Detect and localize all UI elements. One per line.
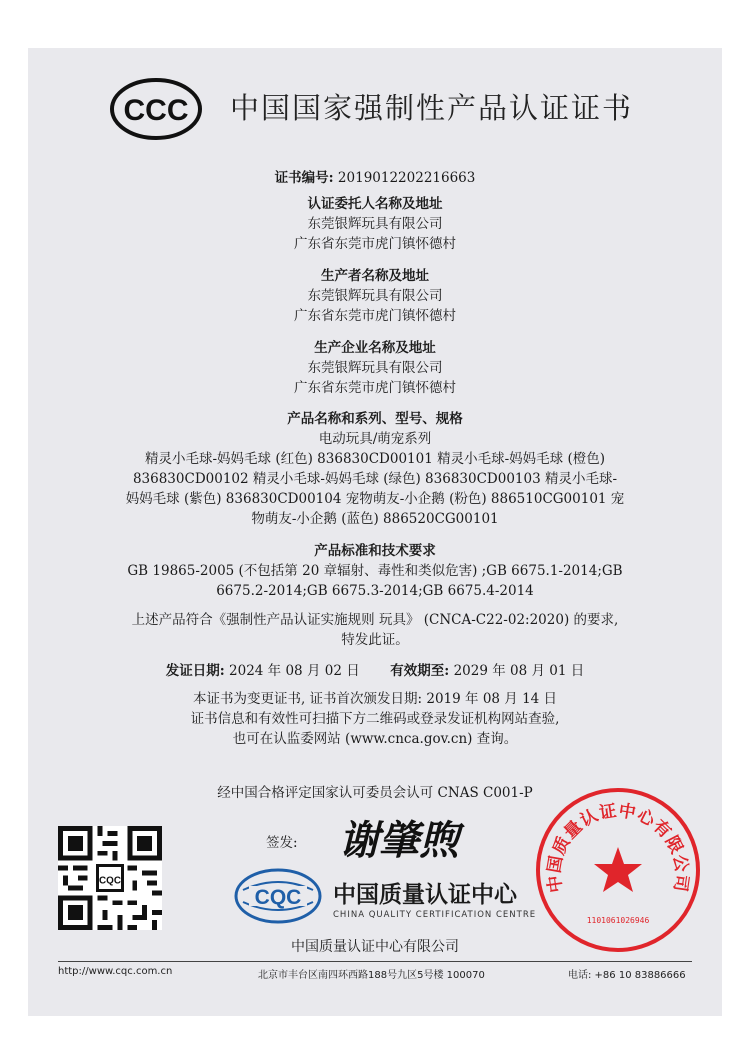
factory-address: 广东省东莞市虎门镇怀德村 xyxy=(294,380,456,396)
issue-date-value: 2024 年 08 月 02 日 xyxy=(229,663,360,679)
certificate xyxy=(28,48,722,1016)
product-line: 836830CD00102 精灵小毛球-妈妈毛球 (绿色) 836830CD00103 精灵小毛球- xyxy=(132,471,618,487)
cert-number-value: 2019012202216663 xyxy=(337,170,476,186)
factory-heading: 生产企业名称及地址 xyxy=(314,340,436,356)
product-section xyxy=(28,409,722,529)
expiry-date-value: 2029 年 08 月 01 日 xyxy=(453,663,585,679)
product-heading: 产品名称和系列、型号、规格 xyxy=(287,411,463,427)
official-seal xyxy=(533,785,703,955)
factory-name: 东莞银辉玩具有限公司 xyxy=(307,360,443,376)
certificate-title: 中国国家强制性产品认证证书 xyxy=(230,91,634,125)
issue-date-label: 发证日期: xyxy=(165,663,225,679)
manufacturer-heading: 生产者名称及地址 xyxy=(321,268,429,284)
issuer-name-cn: 中国质量认证中心 xyxy=(333,882,517,908)
footer-address: 北京市丰台区南四环西路188号九区5号楼 100070 xyxy=(258,970,485,981)
manufacturer-name: 东莞银辉玩具有限公司 xyxy=(307,288,443,304)
compliance-statement xyxy=(28,610,722,650)
product-line: 精灵小毛球-妈妈毛球 (红色) 836830CD00101 精灵小毛球-妈妈毛球 (橙色) xyxy=(145,451,605,467)
qr-code-icon[interactable] xyxy=(58,826,162,930)
svg-text:1101061026946: 1101061026946 xyxy=(586,916,650,925)
cqc-logo-icon xyxy=(233,868,323,924)
factory-section xyxy=(28,338,722,398)
note-line: 也可在认监委网站 (www.cnca.gov.cn) 查询。 xyxy=(232,731,518,747)
note-line: 证书信息和有效性可扫描下方二维码或登录发证机构网站查验, xyxy=(190,711,560,727)
applicant-address: 广东省东莞市虎门镇怀德村 xyxy=(294,236,456,252)
issuer-name-en: CHINA QUALITY CERTIFICATION CENTRE xyxy=(333,910,537,920)
cert-number xyxy=(28,168,722,188)
ccc-logo-icon xyxy=(110,78,202,140)
applicant-name: 东莞银辉玩具有限公司 xyxy=(307,216,443,232)
footer-phone: 电话: +86 10 83886666 xyxy=(568,970,686,981)
issuer-company: 中国质量认证中心有限公司 xyxy=(291,939,459,955)
cert-number-label: 证书编号: xyxy=(274,170,334,186)
footer-website[interactable]: http://www.cqc.com.cn xyxy=(58,966,173,977)
standards-line: 6675.2-2014;GB 6675.3-2014;GB 6675.4-2014 xyxy=(216,583,534,599)
standards-line: GB 19865-2005 (不包括第 20 章辐射、毒性和类似危害) ;GB 6675.1-2014;GB xyxy=(127,563,623,579)
footer-divider xyxy=(58,961,692,962)
applicant-heading: 认证委托人名称及地址 xyxy=(307,196,443,212)
notes-section xyxy=(28,689,722,749)
expiry-date-label: 有效期至: xyxy=(390,663,450,679)
signature-label: 签发: xyxy=(266,835,298,851)
compliance-line: 上述产品符合《强制性产品认证实施规则 玩具》 (CNCA-C22-02:2020) 的要求, xyxy=(131,612,619,628)
svg-text:谢肇煦: 谢肇煦 xyxy=(339,817,459,864)
applicant-section xyxy=(28,194,722,254)
svg-text:CCC: CCC xyxy=(123,94,189,127)
compliance-line: 特发此证。 xyxy=(341,632,409,648)
svg-text:CQC: CQC xyxy=(99,875,121,887)
svg-text:CQC: CQC xyxy=(254,886,302,909)
product-line: 电动玩具/萌宠系列 xyxy=(318,431,432,447)
svg-text:中国质量认证中心有限公司: 中国质量认证中心有限公司 xyxy=(544,801,692,894)
standards-heading: 产品标准和技术要求 xyxy=(314,543,436,559)
manufacturer-address: 广东省东莞市虎门镇怀德村 xyxy=(294,308,456,324)
dates-row xyxy=(28,661,722,681)
manufacturer-section xyxy=(28,266,722,326)
handwritten-signature xyxy=(324,810,474,870)
product-line: 物萌友-小企鹅 (蓝色) 886520CG00101 xyxy=(251,511,499,527)
product-line: 妈妈毛球 (紫色) 836830CD00104 宠物萌友-小企鹅 (粉色) 886510CG00101 宠 xyxy=(125,491,625,507)
accreditation-line: 经中国合格评定国家认可委员会认可 CNAS C001-P xyxy=(217,785,533,801)
standards-section xyxy=(28,541,722,601)
note-line: 本证书为变更证书, 证书首次颁发日期: 2019 年 08 月 14 日 xyxy=(192,691,558,707)
